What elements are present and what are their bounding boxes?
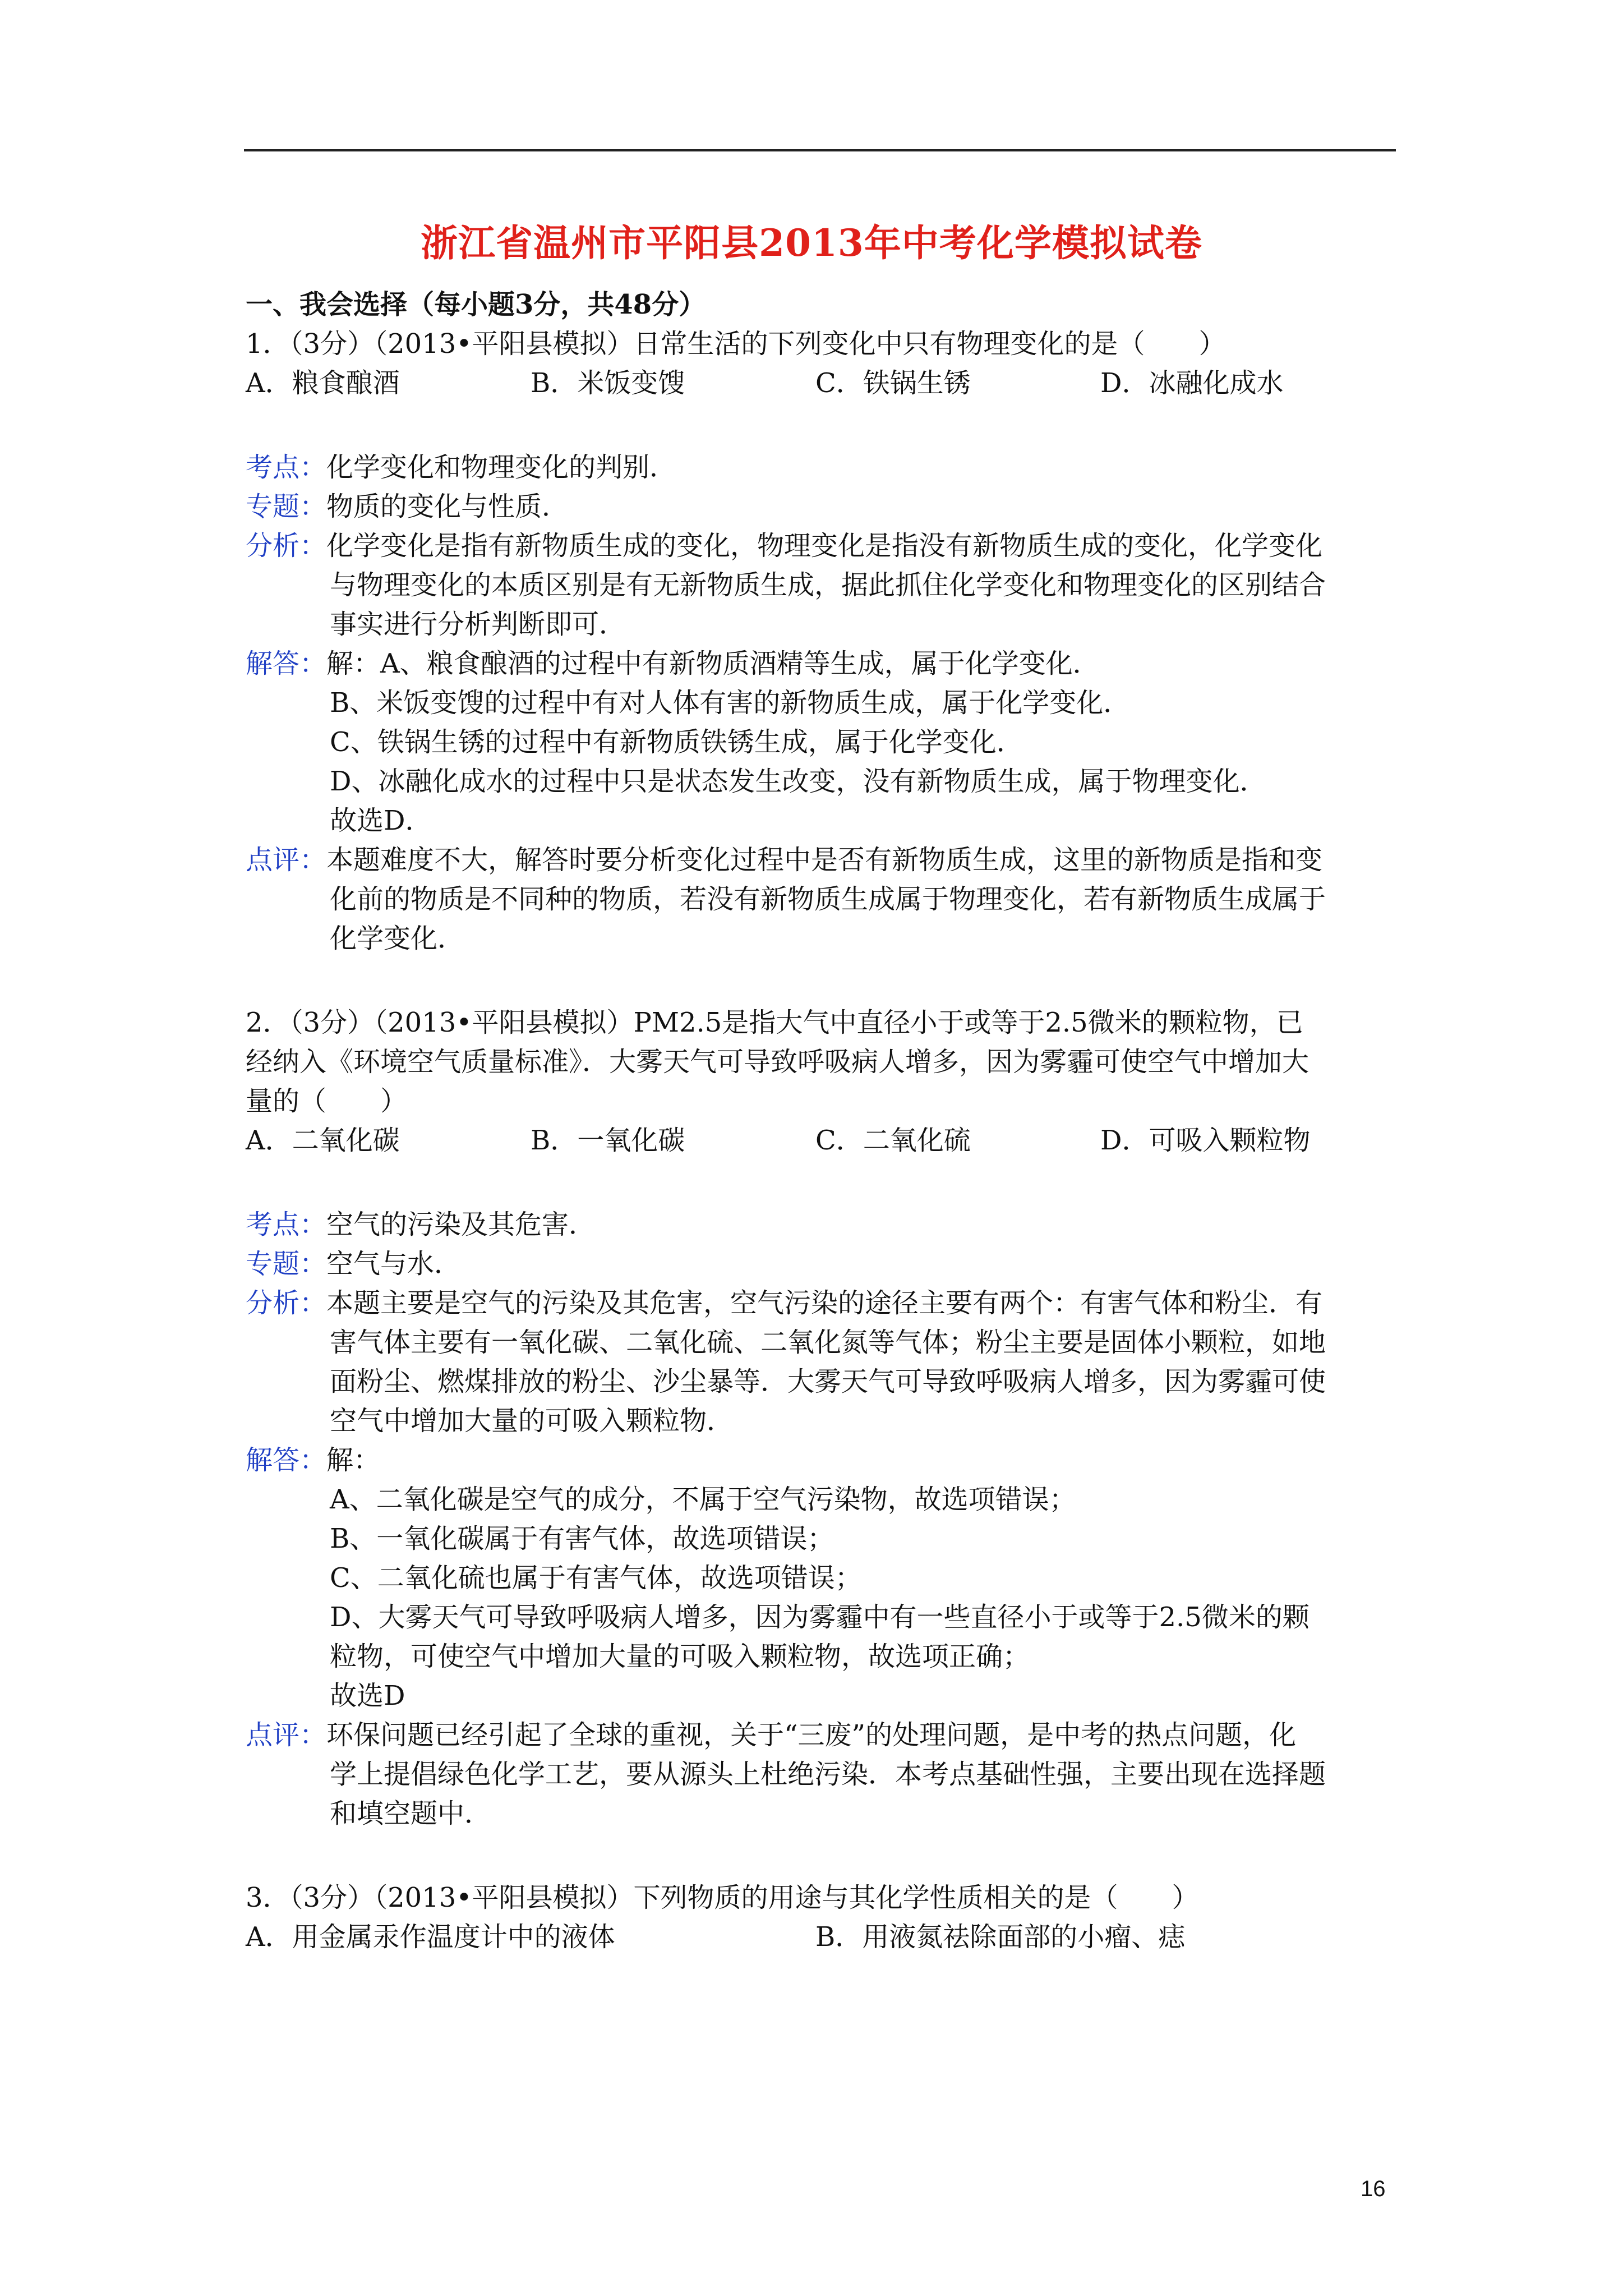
q1-dianping xyxy=(246,840,1401,880)
q2-dianping-line: 环保问题已经引起了全球的重视，关于“三废”的处理问题，是中考的热点问题，化 xyxy=(326,1719,1297,1751)
q1-jieda-line: D、冰融化成水的过程中只是状态发生改变，没有新物质生成，属于物理变化． xyxy=(330,766,1267,797)
q1-option-b: B．米饭变馊 xyxy=(531,367,685,399)
jieda-label: 解答： xyxy=(246,1444,327,1476)
q1-stem: 1．（3分）（2013•平阳县模拟）日常生活的下列变化中只有物理变化的是（ ） xyxy=(246,328,1226,360)
spacer xyxy=(246,1160,1401,1205)
q1-jieda xyxy=(246,644,1401,683)
q1-fenxi-line: 与物理变化的本质区别是有无新物质生成，据此抓住化学变化和物理变化的区别结合 xyxy=(330,569,1326,601)
q2-jieda-line: 解： xyxy=(326,1444,381,1476)
page-title: 浙江省温州市平阳县2013年中考化学模拟试卷 xyxy=(421,221,1202,265)
q1-option-a: A．粮食酿酒 xyxy=(246,367,400,399)
spacer xyxy=(246,403,1401,448)
fenxi-label: 分析： xyxy=(246,530,327,562)
q2-fenxi xyxy=(246,1283,1401,1323)
q2-option-b: B．一氧化碳 xyxy=(531,1125,685,1156)
q1-fenxi-line: 事实进行分析判断即可． xyxy=(330,609,626,640)
q1-kaodian-text: 化学变化和物理变化的判别． xyxy=(326,452,677,483)
q2-stem-line: 量的（ ） xyxy=(246,1085,408,1117)
q2-fenxi-line: 空气中增加大量的可吸入颗粒物． xyxy=(330,1405,734,1437)
q2-kaodian-text: 空气的污染及其危害． xyxy=(326,1209,596,1240)
q1-jieda-line: C、铁锅生锈的过程中有新物质铁锈生成，属于化学变化． xyxy=(330,726,1023,758)
q2-dianping-line: 学上提倡绿色化学工艺，要从源头上杜绝污染．本考点基础性强，主要出现在选择题 xyxy=(330,1759,1326,1790)
q2-stem-line: 2．（3分）（2013•平阳县模拟）PM2.5是指大气中直径小于或等于2.5微米的颗粒物，已 xyxy=(246,1007,1303,1038)
q1-option-c: C．铁锅生锈 xyxy=(815,367,971,399)
q1-jieda-line: 故选D． xyxy=(330,805,432,836)
q1-jieda-line: 解：A、粮食酿酒的过程中有新物质酒精等生成，属于化学变化． xyxy=(326,648,1100,679)
jieda-label: 解答： xyxy=(246,648,327,679)
q2-fenxi-line: 面粉尘、燃煤排放的粉尘、沙尘暴等．大雾天气可导致呼吸病人增多，因为雾霾可使 xyxy=(330,1366,1326,1397)
q1-zhuanti xyxy=(246,487,1401,526)
q1-option-d: D．冰融化成水 xyxy=(1100,367,1284,399)
header-rule xyxy=(244,149,1396,151)
q2-jieda-line: D、大雾天气可导致呼吸病人增多，因为雾霾中有一些直径小于或等于2.5微米的颗 xyxy=(330,1602,1310,1633)
q2-jieda-line: 粒物，可使空气中增加大量的可吸入颗粒物，故选项正确； xyxy=(330,1641,1030,1672)
kaodian-label: 考点： xyxy=(246,1209,327,1240)
q1-zhuanti-text: 物质的变化与性质． xyxy=(326,491,569,522)
q1-dianping-line: 化学变化． xyxy=(330,923,465,954)
q2-zhuanti xyxy=(246,1244,1401,1283)
fenxi-label: 分析： xyxy=(246,1287,327,1319)
q2-jieda-line: C、二氧化硫也属于有害气体，故选项错误； xyxy=(330,1562,862,1594)
q1-fenxi-line: 化学变化是指有新物质生成的变化，物理变化是指没有新物质生成的变化，化学变化 xyxy=(326,530,1323,562)
zhuanti-label: 专题： xyxy=(246,491,327,522)
q2-dianping xyxy=(246,1715,1401,1755)
q2-option-c: C．二氧化硫 xyxy=(815,1125,971,1156)
q2-option-d: D．可吸入颗粒物 xyxy=(1100,1125,1311,1156)
q2-option-a: A．二氧化碳 xyxy=(246,1125,400,1156)
q3-option-a: A．用金属汞作温度计中的液体 xyxy=(246,1921,615,1953)
zhuanti-label: 专题： xyxy=(246,1248,327,1280)
q1-dianping-line: 本题难度不大，解答时要分析变化过程中是否有新物质生成，这里的新物质是指和变 xyxy=(326,844,1323,876)
q2-jieda-line: A、二氧化碳是空气的成分，不属于空气污染物，故选项错误； xyxy=(330,1484,1076,1515)
q3-options xyxy=(246,1917,1401,1957)
spacer xyxy=(246,958,1401,1003)
q2-jieda xyxy=(246,1441,1401,1480)
q2-jieda-line: B、一氧化碳属于有害气体，故选项错误； xyxy=(330,1523,834,1554)
q2-jieda-line: 故选D xyxy=(330,1680,405,1711)
content xyxy=(246,285,1401,1957)
q1-fenxi xyxy=(246,526,1401,565)
q3-stem: 3．（3分）（2013•平阳县模拟）下列物质的用途与其化学性质相关的是（ ） xyxy=(246,1882,1199,1913)
dianping-label: 点评： xyxy=(246,844,327,876)
kaodian-label: 考点： xyxy=(246,452,327,483)
q1-kaodian xyxy=(246,448,1401,487)
section-heading: 一、我会选择（每小题3分，共48分） xyxy=(246,289,706,320)
spacer xyxy=(246,1833,1401,1878)
q3-option-b: B．用液氮祛除面部的小瘤、痣 xyxy=(815,1921,1186,1953)
q2-zhuanti-text: 空气与水． xyxy=(326,1248,462,1280)
q2-kaodian xyxy=(246,1205,1401,1244)
q1-dianping-line: 化前的物质是不同种的物质，若没有新物质生成属于物理变化，若有新物质生成属于 xyxy=(330,884,1326,915)
q2-fenxi-line: 害气体主要有一氧化碳、二氧化硫、二氧化氮等气体；粉尘主要是固体小颗粒，如地 xyxy=(330,1327,1326,1358)
q2-dianping-line: 和填空题中． xyxy=(330,1798,492,1829)
dianping-label: 点评： xyxy=(246,1719,327,1751)
q1-jieda-line: B、米饭变馊的过程中有对人体有害的新物质生成，属于化学变化． xyxy=(330,687,1131,719)
q1-options xyxy=(246,364,1401,403)
q2-fenxi-line: 本题主要是空气的污染及其危害，空气污染的途径主要有两个：有害气体和粉尘．有 xyxy=(326,1287,1323,1319)
q2-stem-line: 经纳入《环境空气质量标准》．大雾天气可导致呼吸病人增多，因为雾霾可使空气中增加大 xyxy=(246,1046,1310,1078)
page-number: 16 xyxy=(1361,2177,1386,2201)
q2-options xyxy=(246,1121,1401,1160)
